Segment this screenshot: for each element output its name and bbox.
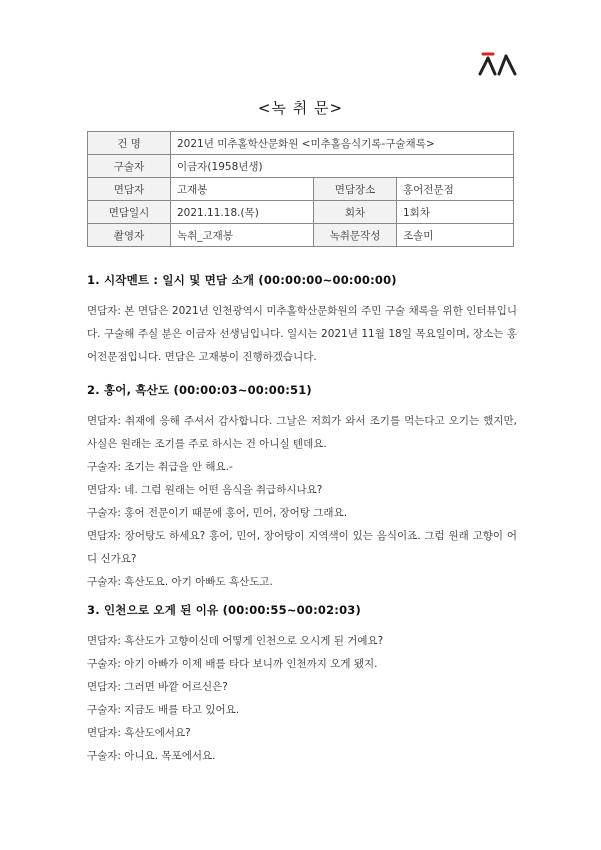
interview-info-table	[87, 131, 514, 247]
transcript-line: 면담자: 그러면 바깥 어르신은?	[87, 681, 228, 693]
table-row	[88, 178, 514, 201]
transcript-line: 구술자: 아니요. 목포에서요.	[87, 750, 216, 762]
document-title: <녹 취 문>	[257, 99, 344, 117]
institution-logo-icon	[473, 52, 519, 76]
transcript-line: 면담자: 흑산도에서요?	[87, 727, 191, 739]
session-label: 회차	[314, 201, 397, 224]
interviewer-value: 고재봉	[171, 178, 314, 201]
transcript-line: 면담자: 본 면담은 2021년 인천광역시 미추홀학산문화원의 주민 구술 채록을 위한 인터뷰입니다. 구술해 주실 분은 이금자 선생님입니다. 일시는 2021년 11월 18일 목요일이며, 장소는 홍어전문점입니다. 면담은 고재봉이 진행하겠습니다.	[87, 305, 517, 363]
transcript-line: 구술자: 흑산도요. 아기 아빠도 흑산도고.	[87, 576, 273, 588]
section-heading: 1. 시작멘트 : 일시 및 면담 소개 (00:00:00~00:00:00)	[87, 273, 397, 287]
transcript-line: 면담자: 장어탕도 하세요? 홍어, 민어, 장어탕이 지역색이 있는 음식이죠. 그럼 원래 고향이 어디 신가요?	[87, 530, 517, 565]
section-3	[87, 602, 517, 768]
date-label: 면담일시	[88, 201, 171, 224]
section-2	[87, 382, 517, 594]
transcript-line: 면담자: 네. 그럼 원래는 어떤 음식을 취급하시나요?	[87, 484, 323, 496]
place-label: 면담장소	[314, 178, 397, 201]
transcript-line: 구술자: 지금도 배를 타고 있어요.	[87, 704, 240, 716]
section-heading: 2. 홍어, 흑산도 (00:00:03~00:00:51)	[87, 383, 312, 397]
section-heading: 3. 인천으로 오게 된 이유 (00:00:55~00:02:03)	[87, 603, 361, 617]
transcript-line: 구술자: 홍어 전문이기 때문에 홍어, 민어, 장어탕 그래요.	[87, 507, 348, 519]
table-row	[88, 155, 514, 178]
transcript-line: 구술자: 조기는 취급을 안 해요.-	[87, 461, 233, 473]
interviewer-label: 면담자	[88, 178, 171, 201]
name-label: 건 명	[88, 132, 171, 155]
session-value: 1회차	[397, 201, 514, 224]
table-row	[88, 201, 514, 224]
name-value: 2021년 미추홀학산문화원 <미추홀음식기록-구술채록>	[171, 132, 514, 155]
transcript-line: 구술자: 아기 아빠가 이제 배를 타다 보니까 인천까지 오게 됐지.	[87, 658, 378, 670]
speaker-label: 구술자	[88, 155, 171, 178]
table-row	[88, 132, 514, 155]
place-value: 홍어전문점	[397, 178, 514, 201]
table-row	[88, 224, 514, 247]
transcript-line: 면담자: 흑산도가 고향이신데 어떻게 인천으로 오시게 된 거예요?	[87, 635, 384, 647]
transcript-line: 면담자: 취재에 응해 주셔서 감사합니다. 그날은 저희가 와서 조기를 먹는다고 오기는 했지만, 사실은 원래는 조기를 주로 하시는 건 아니실 텐데요.	[87, 415, 517, 450]
date-value: 2021.11.18.(목)	[171, 201, 314, 224]
speaker-value: 이금자(1958년생)	[171, 155, 514, 178]
writer-label: 녹취문작성	[314, 224, 397, 247]
section-1	[87, 272, 517, 369]
photographer-value: 녹취_고재봉	[171, 224, 314, 247]
writer-value: 조솔미	[397, 224, 514, 247]
photographer-label: 촬영자	[88, 224, 171, 247]
